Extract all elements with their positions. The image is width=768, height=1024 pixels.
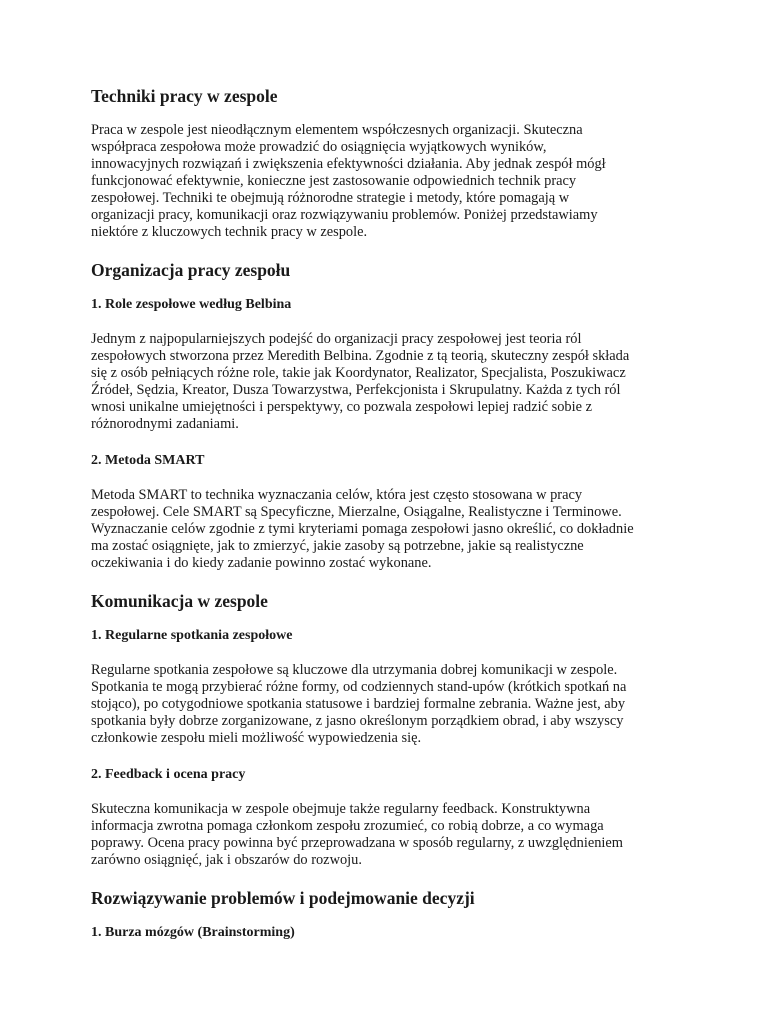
paragraph-line: Spotkania te mogą przybierać różne formy, od codziennych stand-upów (krótkich spotkań na	[91, 679, 627, 695]
paragraph-line: zarówno osiągnięć, jak i obszarów do rozwoju.	[91, 852, 362, 868]
intro-line: zespołowej. Techniki te obejmują różnorodne strategie i metody, które pomagają w	[91, 190, 570, 206]
paragraph-line: stojąco), po cotygodniowe spotkania statusowe i bardziej formalne zebrania. Ważne jest, aby	[91, 696, 626, 712]
paragraph-line: Metoda SMART to technika wyznaczania celów, która jest często stosowana w pracy	[91, 487, 583, 503]
paragraph-line: oczekiwania i do kiedy zadanie powinno zostać wykonane.	[91, 555, 432, 571]
paragraph-line: się z osób pełniących różne role, takie jak Koordynator, Realizator, Specjalista, Poszukiwacz	[91, 365, 626, 381]
subheading-feedback: 2. Feedback i ocena pracy	[91, 767, 246, 782]
paragraph-line: różnorodnymi zadaniami.	[91, 416, 239, 432]
intro-line: funkcjonować efektywnie, konieczne jest zastosowanie odpowiednich technik pracy	[91, 173, 577, 189]
paragraph-belbin	[91, 331, 708, 433]
intro-line: Praca w zespole jest nieodłącznym elementem współczesnych organizacji. Skuteczna	[91, 122, 583, 138]
subheading-belbin: 1. Role zespołowe według Belbina	[91, 297, 292, 312]
intro-line: organizacji pracy, komunikacji oraz rozwiązywaniu problemów. Poniżej przedstawiamy	[91, 207, 598, 223]
paragraph-line: ma zostać osiągnięte, jak to zmierzyć, jakie zasoby są potrzebne, jakie są realistyczne	[91, 538, 584, 554]
paragraph-line: informacja zwrotna pomaga członkom zespołu zrozumieć, co robią dobrze, a co wymaga	[91, 818, 604, 834]
paragraph-line: Jednym z najpopularniejszych podejść do organizacji pracy zespołowej jest teoria ról	[91, 331, 582, 347]
paragraph-line: Skuteczna komunikacja w zespole obejmuje także regularny feedback. Konstruktywna	[91, 801, 591, 817]
document-title: Techniki pracy w zespole	[91, 86, 278, 106]
paragraph-line: Wyznaczanie celów zgodnie z tymi kryteriami pomaga zespołowi jasno określić, co dokładnie	[91, 521, 634, 537]
paragraph-line: członkowie zespołu mieli możliwość wypowiedzenia się.	[91, 730, 422, 746]
intro-paragraph	[91, 122, 708, 241]
paragraph-line: Regularne spotkania zespołowe są kluczowe dla utrzymania dobrej komunikacji w zespole.	[91, 662, 618, 678]
section-heading-organizacja: Organizacja pracy zespołu	[91, 260, 291, 280]
subheading-spotkania: 1. Regularne spotkania zespołowe	[91, 628, 293, 643]
paragraph-line: spotkania były dobrze zorganizowane, z jasno określonym porządkiem obrad, i aby wszyscy	[91, 713, 624, 729]
paragraph-line: zespołowej. Cele SMART są Specyficzne, Mierzalne, Osiągalne, Realistyczne i Terminowe.	[91, 504, 622, 520]
section-heading-komunikacja: Komunikacja w zespole	[91, 591, 268, 611]
subheading-brainstorming: 1. Burza mózgów (Brainstorming)	[91, 925, 295, 940]
paragraph-line: Źródeł, Sędzia, Kreator, Dusza Towarzystwa, Perfekcjonista i Skrupulatny. Każda z tych ról	[91, 382, 621, 398]
paragraph-line: zespołowych stworzona przez Meredith Belbina. Zgodnie z tą teorią, skuteczny zespół składa	[91, 348, 630, 364]
intro-line: innowacyjnych rozwiązań i zwiększenia efektywności działania. Aby jednak zespół mógł	[91, 156, 606, 172]
subheading-smart: 2. Metoda SMART	[91, 453, 205, 468]
intro-line: niektóre z kluczowych technik pracy w zespole.	[91, 224, 368, 240]
paragraph-feedback	[91, 801, 708, 869]
paragraph-line: poprawy. Ocena pracy powinna być przeprowadzana w sposób regularny, z uwzględnieniem	[91, 835, 623, 851]
paragraph-smart	[91, 487, 708, 572]
paragraph-spotkania	[91, 662, 708, 747]
paragraph-line: wnosi unikalne umiejętności i perspektywy, co pozwala zespołowi lepiej radzić sobie z	[91, 399, 592, 415]
intro-line: współpraca zespołowa może prowadzić do osiągnięcia wyjątkowych wyników,	[91, 139, 547, 155]
section-heading-rozwiazywanie: Rozwiązywanie problemów i podejmowanie decyzji	[91, 888, 475, 908]
